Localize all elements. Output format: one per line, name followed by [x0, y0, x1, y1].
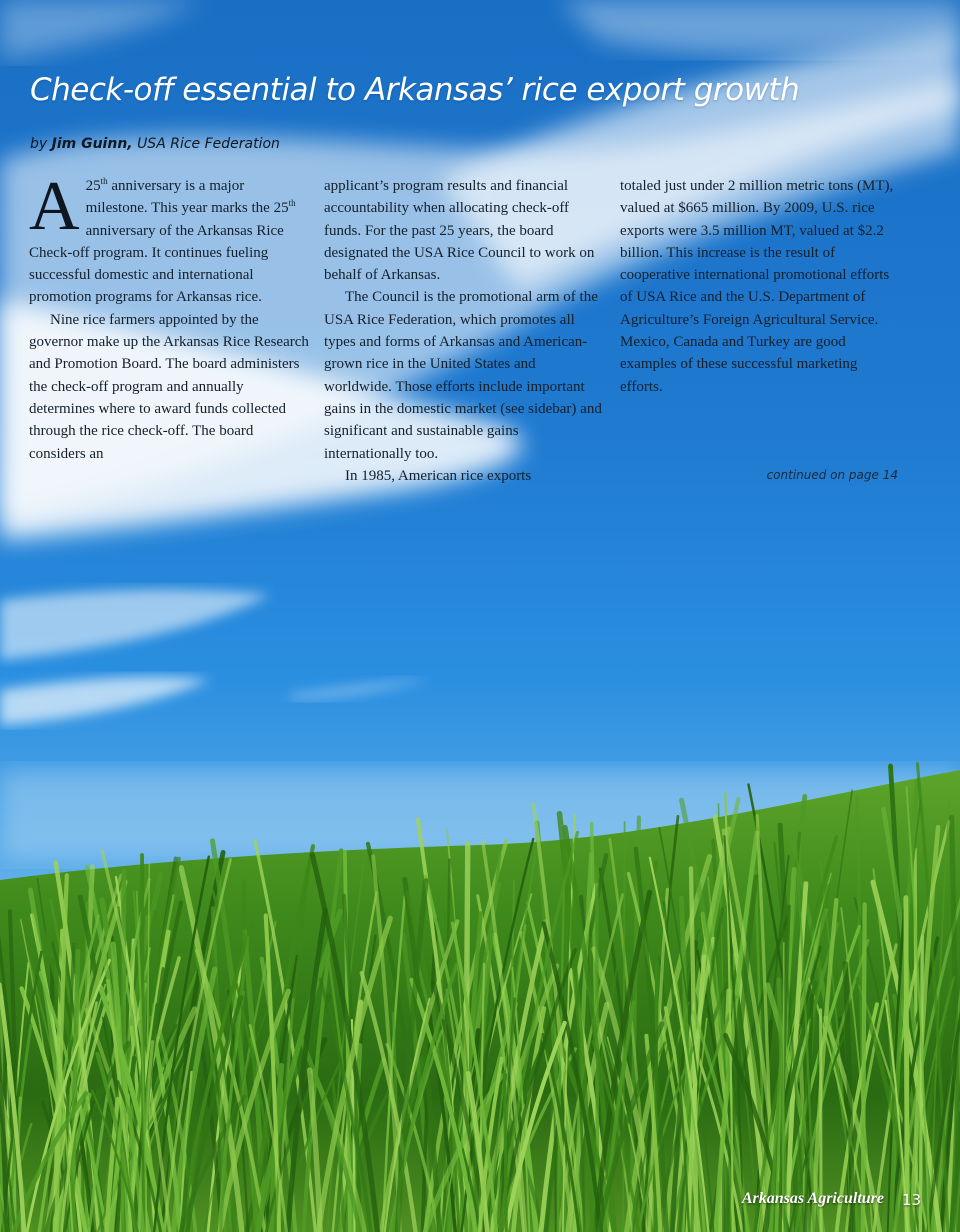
grass-blade — [863, 904, 865, 1232]
paragraph: totaled just under 2 million metric tons (MT), valued at $665 million. By 2009, U.S. rice exports were 3.5 million MT, valued at $2.2 billion. This increase is the result of cooperative international promotional efforts of USA Rice and the U.S. Department of Agriculture’s Foreign Agricultural Service. Mexico, Canada and Turkey are good examples of these successful marketing efforts. — [620, 178, 894, 395]
paragraph: applicant’s program results and financial accountability when allocating check-off funds. For the past 25 years, the board designated the USA Rice Council to work on behalf of Arkansas. — [324, 178, 595, 284]
article-column-3 — [620, 175, 900, 398]
paragraph — [29, 168, 309, 309]
byline-prefix: by — [30, 136, 48, 152]
byline — [30, 136, 280, 152]
paragraph: The Council is the promotional arm of the USA Rice Federation, which promotes all types and forms of Arkansas and American-grown rice in the United States and worldwide. Those efforts include important gains in the domestic market (see sidebar) and significant and sustainable gains internationally too. — [324, 289, 602, 462]
byline-organization: USA Rice Federation — [137, 136, 280, 152]
article-column-1 — [29, 168, 309, 465]
continued-note: continued on page 14 — [766, 468, 898, 482]
grass-blade — [906, 898, 907, 1232]
publication-name: Arkansas Agriculture — [741, 1190, 884, 1207]
drop-cap: A — [29, 168, 80, 245]
grass-blade — [920, 937, 922, 1232]
paragraph: Nine rice farmers appointed by the governor make up the Arkansas Rice Research and Promotion Board. The board administers the check-off program and annually determines where to award funds collected through the rice check-off. The board considers an — [29, 311, 309, 462]
superscript: th — [100, 176, 108, 186]
grass-blade — [504, 1072, 506, 1232]
text-run: 25 — [85, 178, 101, 194]
text-run: anniversary of the Arkansas Rice Check-off program. It continues fueling successful domestic and international promotion programs for Arkansas rice. — [29, 222, 284, 306]
superscript: th — [288, 198, 296, 209]
article-title: Check-off essential to Arkansas’ rice export growth — [30, 72, 800, 108]
byline-author: Jim Guinn, — [51, 136, 133, 152]
page-number: 13 — [902, 1191, 922, 1209]
paragraph: In 1985, American rice exports — [345, 467, 532, 484]
text-run: anniversary is a major milestone. This year marks the 25 — [85, 178, 289, 217]
article-column-2 — [324, 175, 604, 487]
